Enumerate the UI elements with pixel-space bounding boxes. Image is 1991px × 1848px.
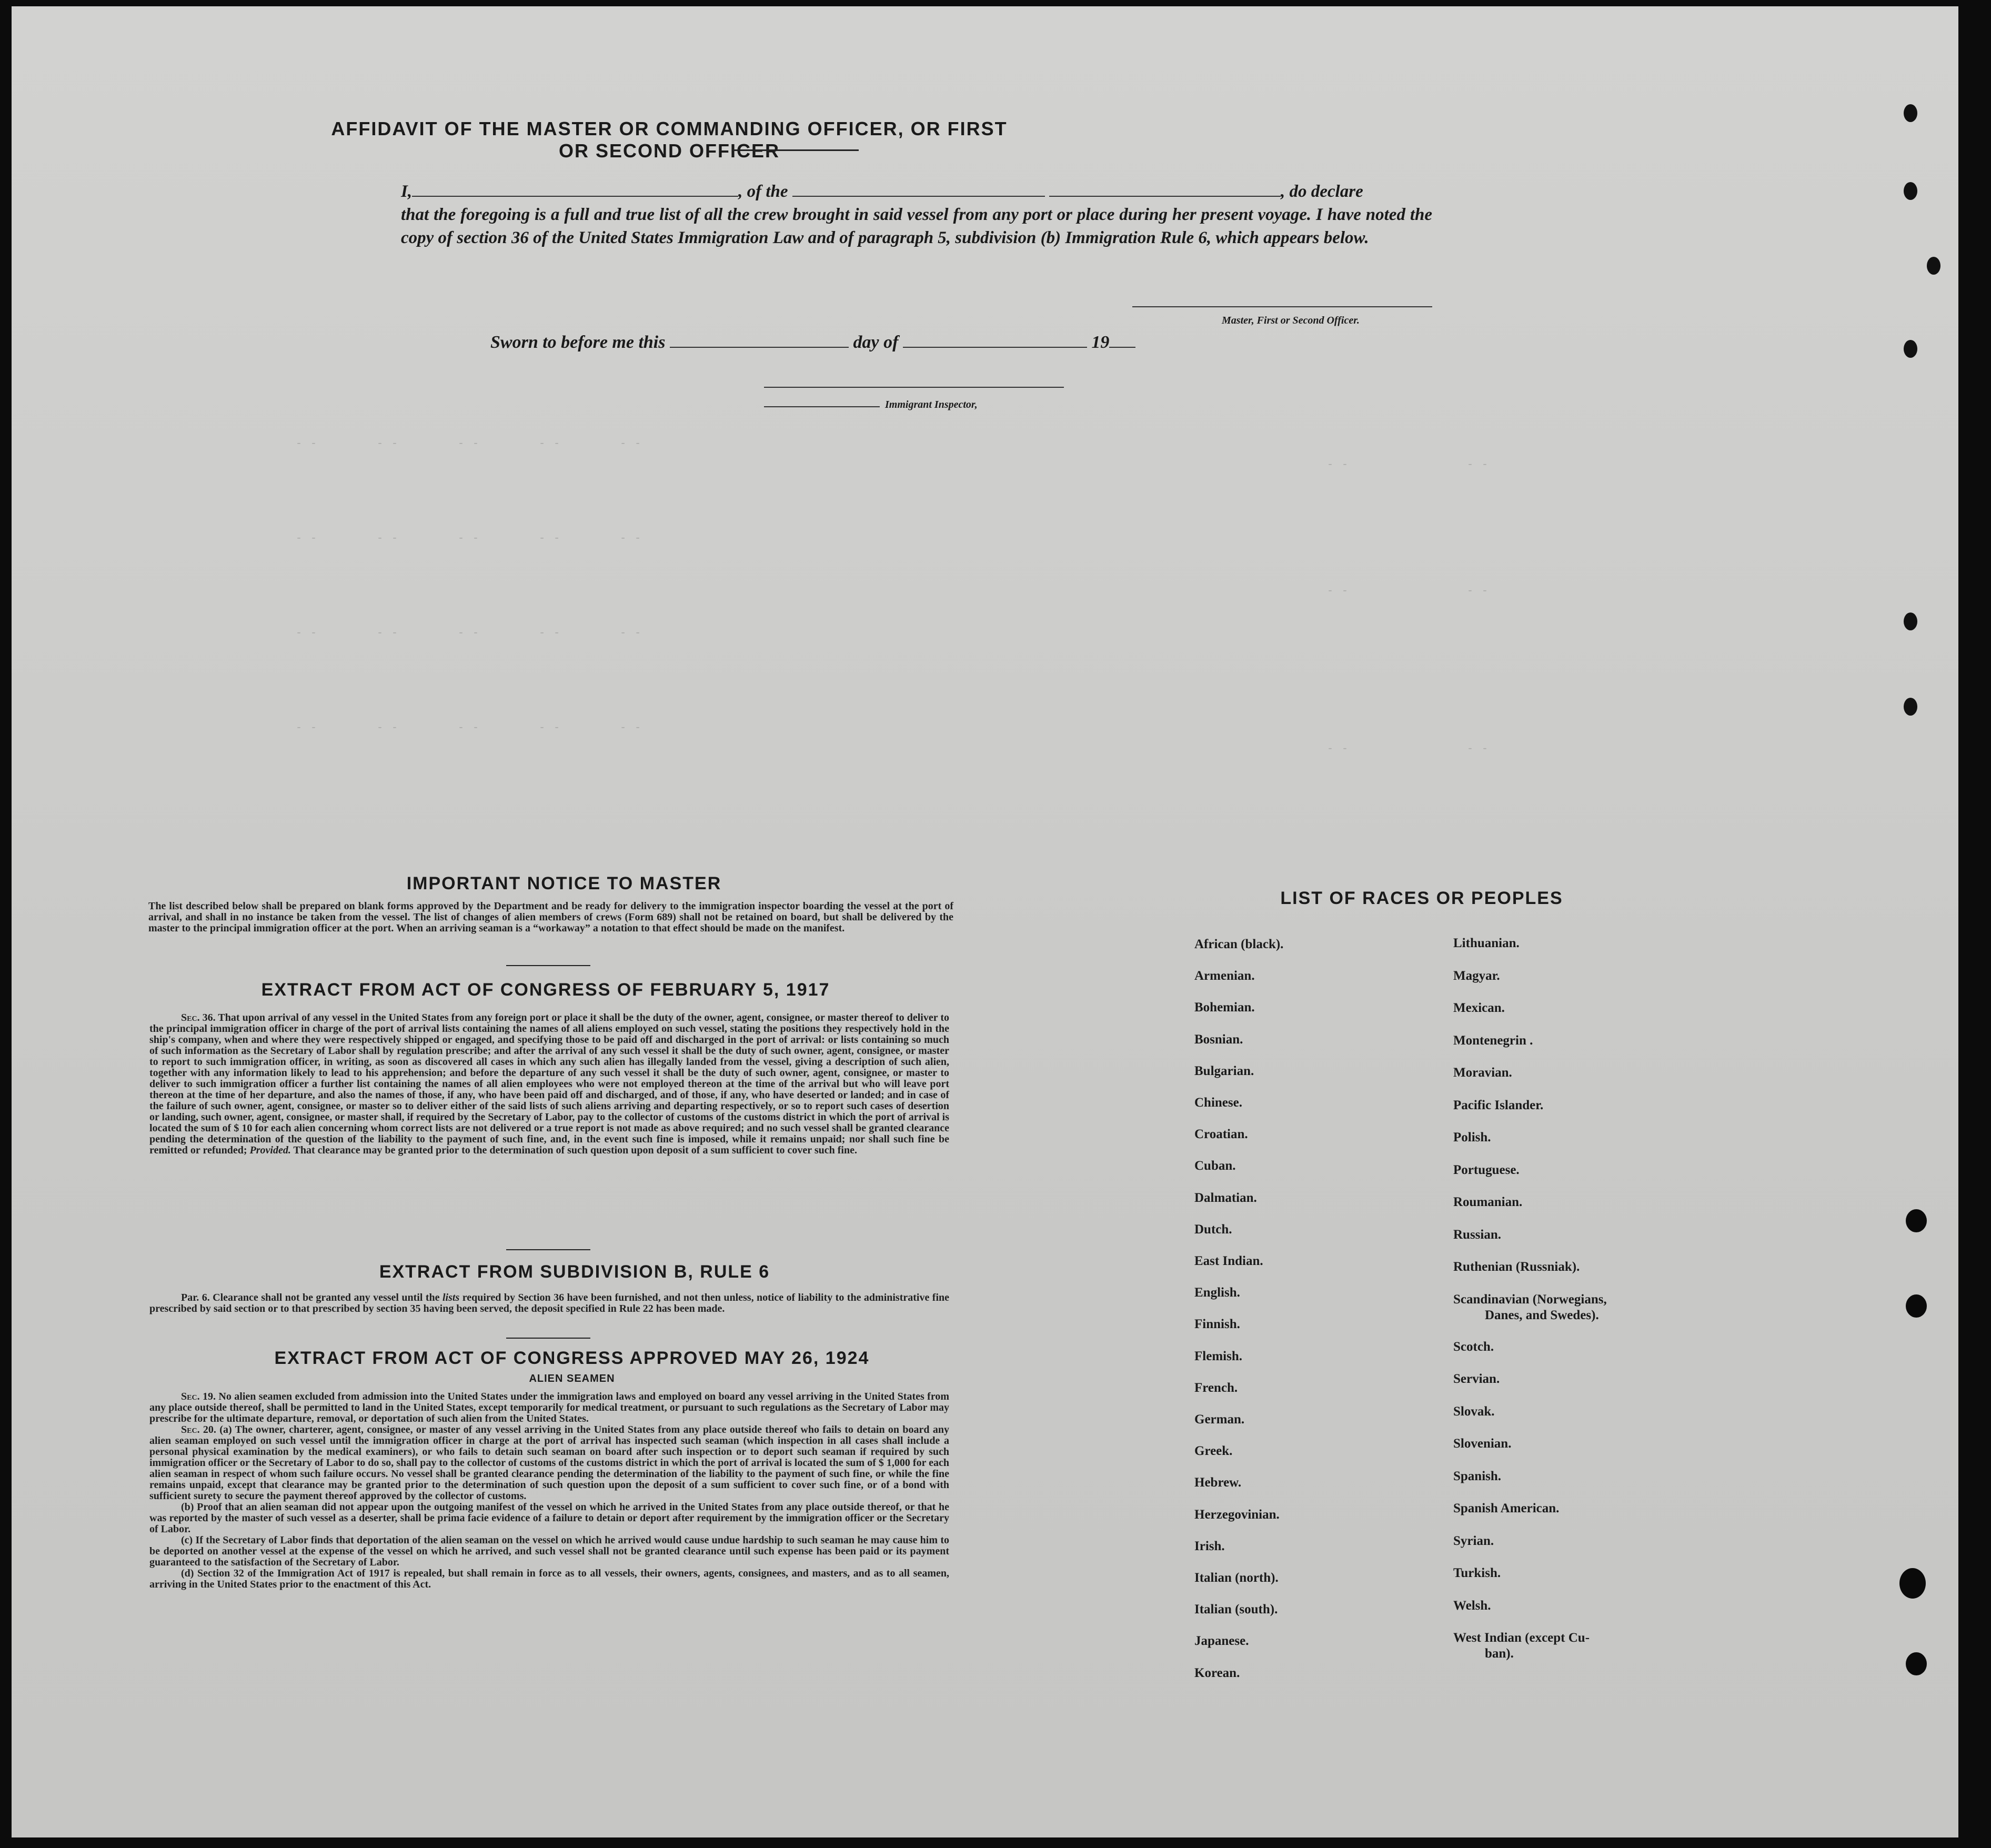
races-title: LIST OF RACES OR PEOPLES xyxy=(1280,888,1563,908)
par-6-start: Par. 6. Clearance shall not be granted any vessel until the xyxy=(181,1292,440,1303)
race-item: Mexican. xyxy=(1453,1001,1505,1015)
binder-hole xyxy=(1904,340,1917,358)
race-item: English. xyxy=(1194,1285,1240,1300)
signature-label: Master, First or Second Officer. xyxy=(1222,315,1360,326)
document-page xyxy=(12,6,1958,1837)
provided-label: Provided. xyxy=(249,1144,291,1156)
race-item: Portuguese. xyxy=(1453,1162,1520,1177)
alien-seamen-subtitle: ALIEN SEAMEN xyxy=(529,1373,615,1384)
name-field[interactable] xyxy=(412,181,738,197)
sec-36-text: That upon arrival of any vessel in the United States from any foreign port or place it shall be the duty of the owner, agent, consignee, or master thereof to deliver to the principal immigration officer in charge of the port of arrival lists containing the names of all aliens employed on such vessel, stating the positions they respectively hold in the ship's company, when and where they were respectively shipped or engaged, and specifying those to be paid off and discharged in the port of arrival: or lists containing so much of such information as the Secretary of Labor shall by regulation prescribe; and after the arrival of any such vessel it shall be the duty of such owner, agent, consignee, or master to report to such immigration officer, in writing, as soon as discovered all cases in which any such alien has illegally landed from the vessel, giving a description of such alien, together with any information likely to lead to his apprehension; and before the departure of any such vessel it shall be the duty of such owner, agent, consignee, or master to deliver to such immigration officer a further list containing the names of all alien employees who were not employed thereon at the time of the arrival but who will leave port thereon at the time of her departure, and also the names of those, if any, who have been paid off and discharged, and of those, if any, who have deserted or landed; and in case of the failure of such owner, agent, consignee, or master so to deliver either of the said lists of such aliens arriving and departing respectively, or so to report such cases of desertion or landing, such owner, agent, consignee, or master shall, if required by the Secretary of Labor, pay to the collector of customs of the customs district in which the port of arrival is located the sum of $ 10 for each alien concerning whom correct lists are not delivered or a true report is not made as above required; and no such vessel shall be granted clearance pending the determination of the question of the liability to the payment of such fine, and, in the event such fine is imposed, while it remains unpaid; nor shall such fine be remitted or refunded; xyxy=(149,1012,949,1156)
sworn-year-field[interactable] xyxy=(1109,333,1135,348)
extract-1917-body xyxy=(149,1012,949,1156)
bleed-through-marks: - - - - xyxy=(1327,743,1490,755)
bleed-through-marks: - - - - - - - - - - xyxy=(296,438,642,450)
sworn-month-field[interactable] xyxy=(903,333,1087,348)
race-item: Ruthenian (Russniak). xyxy=(1453,1260,1580,1274)
race-item: Slovenian. xyxy=(1453,1437,1512,1451)
inspector-signature-line[interactable] xyxy=(764,387,1064,388)
bleed-through-marks: - - - - xyxy=(1327,459,1490,471)
affidavit-declaration xyxy=(401,180,1432,249)
race-item: Servian. xyxy=(1453,1372,1500,1386)
section-divider xyxy=(506,965,590,966)
sec-20-text: (a) The owner, charterer, agent, consignee, or master of any vessel arriving in the United States from any place outside thereof who fails to detain on board any alien seaman employed on such vessel until the immigration officer in charge at the port of arrival has inspected such seaman (which inspection in all cases shall include a personal physical examination by the medical examiners), or who fails to detain such seaman on board after such inspection or to deport such seaman if required by such immigration officer or the Secretary of Labor to do so, shall pay to the collector of customs of the customs district in which the port of arrival is located the sum of $ 1,000 for each alien seaman in respect of whom such failure occurs. No vessel shall be granted clearance pending the determination of the liability to the payment of such fine, or while the fine remains unpaid, except that clearance may be granted prior to the determination of such question upon the deposit of a sum sufficient to cover such fine, or of a bond with sufficient surety to secure the payment thereof approved by the collector of customs. xyxy=(149,1424,950,1502)
notice-body: The list described below shall be prepared on blank forms approved by the Department and be ready for delivery to the immigration inspector boarding the vessel at the port of arrival, and shall in no instance be taken from the vessel. The list of changes of alien members of crews (Form 689) shall not be retained on board, but shall be delivered by the master to the principal immigration officer at the port. When an arriving seaman is a “workaway” a notation to that effect should be made on the manifest. xyxy=(148,900,953,934)
extract-1917-title: EXTRACT FROM ACT OF CONGRESS OF FEBRUARY 5, 1917 xyxy=(261,980,830,1000)
race-item: ban). xyxy=(1485,1646,1514,1661)
race-item: Bosnian. xyxy=(1194,1032,1243,1047)
bleed-through-marks: - - - - - - - - - - xyxy=(296,627,642,639)
race-item: French. xyxy=(1194,1380,1238,1395)
par-d-text: (d) Section 32 of the Immigration Act of 1917 is repealed, but shall remain in force as to all vessels, their owners, agents, consignees, and masters, and as to all seamen, arriving in the United States prior to the enactment of this Act. xyxy=(149,1568,949,1590)
race-item: Herzegovinian. xyxy=(1194,1507,1280,1522)
lists-word: lists xyxy=(443,1292,460,1303)
race-item: Welsh. xyxy=(1453,1598,1491,1613)
race-item: Russian. xyxy=(1453,1227,1502,1242)
sec-20-label: Sec. 20. xyxy=(181,1424,216,1435)
binder-hole xyxy=(1904,104,1917,122)
race-item: Magyar. xyxy=(1453,968,1500,983)
race-item: Flemish. xyxy=(1194,1349,1242,1363)
race-item: Polish. xyxy=(1453,1130,1491,1144)
race-item: Irish. xyxy=(1194,1539,1225,1553)
race-item: Spanish American. xyxy=(1453,1501,1560,1515)
race-item: Scotch. xyxy=(1453,1339,1494,1354)
race-item: Dalmatian. xyxy=(1194,1190,1257,1205)
bleed-through-marks: - - - - xyxy=(1327,585,1490,597)
declaration-text: that the foregoing is a full and true list of all the crew brought in said vessel from any port or place during her present voyage. I have noted the copy of section 36 of the United States Immigration Law and of paragraph 5, subdivision (b) Immigration Rule 6, which appears below. xyxy=(401,205,1432,247)
race-item: Bohemian. xyxy=(1194,1000,1255,1015)
race-item: Bulgarian. xyxy=(1194,1063,1254,1078)
race-item: Slovak. xyxy=(1453,1404,1495,1419)
race-item: Pacific Islander. xyxy=(1453,1098,1544,1112)
binder-hole xyxy=(1904,698,1917,716)
year-prefix: 19 xyxy=(1091,333,1110,352)
race-item: Italian (north). xyxy=(1194,1571,1279,1585)
title-underline xyxy=(732,149,859,151)
race-item: Montenegrin . xyxy=(1453,1033,1533,1048)
bleed-through-marks: - - - - - - - - - - xyxy=(296,533,642,545)
race-item: Japanese. xyxy=(1194,1634,1249,1649)
race-item: Korean. xyxy=(1194,1665,1240,1680)
notice-title: IMPORTANT NOTICE TO MASTER xyxy=(406,873,722,893)
par-c-text: (c) If the Secretary of Labor finds that deportation of the alien seaman on the vessel on which he arrived would cause undue hardship to such seaman he may cause him to be deported on another vessel at the expense of the vessel on which he arrived, and such vessel shall not be granted clearance until such expense has been paid or its payment guaranteed to the satisfaction of the Secretary of Labor. xyxy=(149,1534,949,1568)
race-item: Lithuanian. xyxy=(1453,936,1520,950)
race-item: African (black). xyxy=(1194,937,1284,951)
sec-36-end: That clearance may be granted prior to the determination of such question upon deposit of a sum sufficient to cover such fine. xyxy=(293,1144,857,1156)
race-item: Italian (south). xyxy=(1194,1602,1278,1617)
race-item: Syrian. xyxy=(1453,1533,1494,1548)
binder-hole xyxy=(1904,182,1917,200)
race-item: Dutch. xyxy=(1194,1222,1232,1237)
race-item: Moravian. xyxy=(1453,1066,1512,1080)
sworn-line xyxy=(490,333,1135,353)
par-b-text: (b) Proof that an alien seaman did not appear upon the outgoing manifest of the vessel on which he arrived in the United States from any place outside thereof, or that he was reported by the master of such vessel as a deserter, shall be prima facie evidence of a failure to detain or deport after requirement by the immigration officer or the Secretary of Labor. xyxy=(149,1501,949,1535)
race-item: Turkish. xyxy=(1453,1566,1501,1580)
race-item: West Indian (except Cu- xyxy=(1453,1631,1590,1645)
extract-rule6-title: EXTRACT FROM SUBDIVISION B, RULE 6 xyxy=(379,1262,770,1282)
extract-rule6-body xyxy=(149,1292,949,1314)
do-declare-label: , do declare xyxy=(1281,182,1363,201)
race-item: Cuban. xyxy=(1194,1159,1236,1173)
race-item: East Indian. xyxy=(1194,1254,1263,1268)
bleed-through-marks: - - - - - - - - - - xyxy=(296,722,642,734)
affidavit-title: AFFIDAVIT OF THE MASTER OR COMMANDING OFFICER, OR FIRST OR SECOND OFFICER xyxy=(331,118,1008,162)
punch-hole xyxy=(1906,1294,1927,1318)
extract-1924-body xyxy=(149,1391,949,1590)
inspector-label: Immigrant Inspector, xyxy=(885,399,978,410)
race-item: Croatian. xyxy=(1194,1127,1248,1142)
race-item: Finnish. xyxy=(1194,1317,1240,1332)
race-item: Hebrew. xyxy=(1194,1475,1242,1490)
section-divider xyxy=(506,1249,590,1250)
punch-hole xyxy=(1899,1568,1926,1599)
extract-1924-title: EXTRACT FROM ACT OF CONGRESS APPROVED MAY 26, 1924 xyxy=(274,1348,870,1368)
race-item: Greek. xyxy=(1194,1444,1233,1459)
punch-hole xyxy=(1906,1652,1927,1675)
of-the-label: , of the xyxy=(738,182,788,201)
binder-hole xyxy=(1904,612,1917,630)
race-item: Chinese. xyxy=(1194,1096,1242,1110)
sec-19-label: Sec. 19. xyxy=(181,1391,216,1402)
binder-hole xyxy=(1927,257,1940,275)
signature-line[interactable] xyxy=(1132,306,1432,307)
punch-hole xyxy=(1906,1209,1927,1232)
par-6-end: required by Section 36 have been furnished, and not then unless, notice of liability to the administrative fine prescribed by said section or to that prescribed by section 35 having been served, the deposit specified in Rule 22 has been made. xyxy=(149,1292,950,1314)
sec-36-label: Sec. 36. xyxy=(181,1012,216,1023)
section-divider xyxy=(506,1338,590,1339)
inspector-name-line[interactable] xyxy=(764,406,880,407)
vessel-field-2[interactable] xyxy=(1049,181,1281,197)
race-item: Spanish. xyxy=(1453,1469,1502,1483)
day-of-label: day of xyxy=(853,333,899,352)
i-label: I, xyxy=(401,182,413,201)
race-item: Danes, and Swedes). xyxy=(1485,1308,1599,1322)
race-item: German. xyxy=(1194,1412,1245,1427)
sec-19-text: No alien seamen excluded from admission into the United States under the immigration laws and employed on board any vessel arriving in the United States from any place outside thereof, shall be permitted to land in the United States, except temporarily for medical treatment, or pursuant to such regulations as the Secretary of Labor may prescribe for the ultimate departure, removal, or deportation of such alien from the United States. xyxy=(149,1391,950,1424)
race-item: Roumanian. xyxy=(1453,1195,1523,1209)
race-item: Armenian. xyxy=(1194,969,1255,983)
sworn-text: Sworn to before me this xyxy=(490,333,666,352)
sworn-day-field[interactable] xyxy=(670,333,849,348)
race-item: Scandinavian (Norwegians, xyxy=(1453,1292,1607,1307)
vessel-field[interactable] xyxy=(792,181,1045,197)
